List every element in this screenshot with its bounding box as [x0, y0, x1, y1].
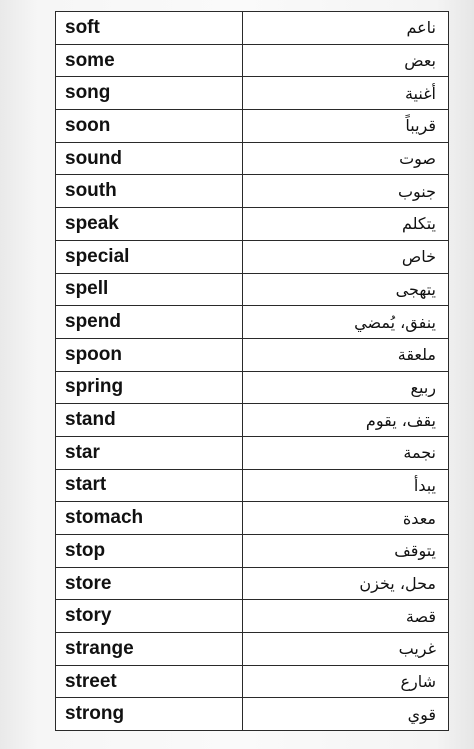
english-word: south	[56, 175, 243, 208]
table-row	[56, 469, 449, 502]
table-row	[56, 44, 449, 77]
english-word: star	[56, 436, 243, 469]
table-row	[56, 338, 449, 371]
arabic-translation: شارع	[243, 665, 449, 698]
table-row	[56, 567, 449, 600]
arabic-translation: يتكلم	[243, 208, 449, 241]
table-row	[56, 404, 449, 437]
english-word: street	[56, 665, 243, 698]
english-word: speak	[56, 208, 243, 241]
english-word: spring	[56, 371, 243, 404]
english-word: stand	[56, 404, 243, 437]
arabic-translation: يتوقف	[243, 535, 449, 568]
arabic-translation: صوت	[243, 142, 449, 175]
arabic-translation: محل، يخزن	[243, 567, 449, 600]
arabic-translation: خاص	[243, 240, 449, 273]
english-word: stop	[56, 535, 243, 568]
table-row	[56, 306, 449, 339]
table-row	[56, 175, 449, 208]
table-row	[56, 77, 449, 110]
arabic-translation: يتهجى	[243, 273, 449, 306]
table-row	[56, 240, 449, 273]
table-row	[56, 436, 449, 469]
table-row	[56, 273, 449, 306]
english-word: song	[56, 77, 243, 110]
table-row	[56, 698, 449, 731]
arabic-translation: قريباً	[243, 110, 449, 143]
arabic-translation: قوي	[243, 698, 449, 731]
vocabulary-table	[55, 11, 449, 731]
english-word: spell	[56, 273, 243, 306]
arabic-translation: يبدأ	[243, 469, 449, 502]
english-word: store	[56, 567, 243, 600]
arabic-translation: نجمة	[243, 436, 449, 469]
arabic-translation: معدة	[243, 502, 449, 535]
table-row	[56, 142, 449, 175]
table-row	[56, 371, 449, 404]
arabic-translation: يقف، يقوم	[243, 404, 449, 437]
arabic-translation: ينفق، يُمضي	[243, 306, 449, 339]
arabic-translation: جنوب	[243, 175, 449, 208]
english-word: strange	[56, 633, 243, 666]
english-word: start	[56, 469, 243, 502]
english-word: story	[56, 600, 243, 633]
english-word: soon	[56, 110, 243, 143]
table-row	[56, 208, 449, 241]
table-row	[56, 600, 449, 633]
english-word: soft	[56, 12, 243, 45]
english-word: spoon	[56, 338, 243, 371]
english-word: spend	[56, 306, 243, 339]
english-word: special	[56, 240, 243, 273]
table-row	[56, 633, 449, 666]
arabic-translation: قصة	[243, 600, 449, 633]
arabic-translation: أغنية	[243, 77, 449, 110]
arabic-translation: غريب	[243, 633, 449, 666]
english-word: stomach	[56, 502, 243, 535]
table-row	[56, 110, 449, 143]
table-row	[56, 502, 449, 535]
table-row	[56, 535, 449, 568]
english-word: some	[56, 44, 243, 77]
arabic-translation: بعض	[243, 44, 449, 77]
arabic-translation: ناعم	[243, 12, 449, 45]
arabic-translation: ملعقة	[243, 338, 449, 371]
english-word: sound	[56, 142, 243, 175]
english-word: strong	[56, 698, 243, 731]
vocabulary-table-body	[56, 12, 449, 731]
arabic-translation: ربيع	[243, 371, 449, 404]
table-row	[56, 665, 449, 698]
table-row	[56, 12, 449, 45]
